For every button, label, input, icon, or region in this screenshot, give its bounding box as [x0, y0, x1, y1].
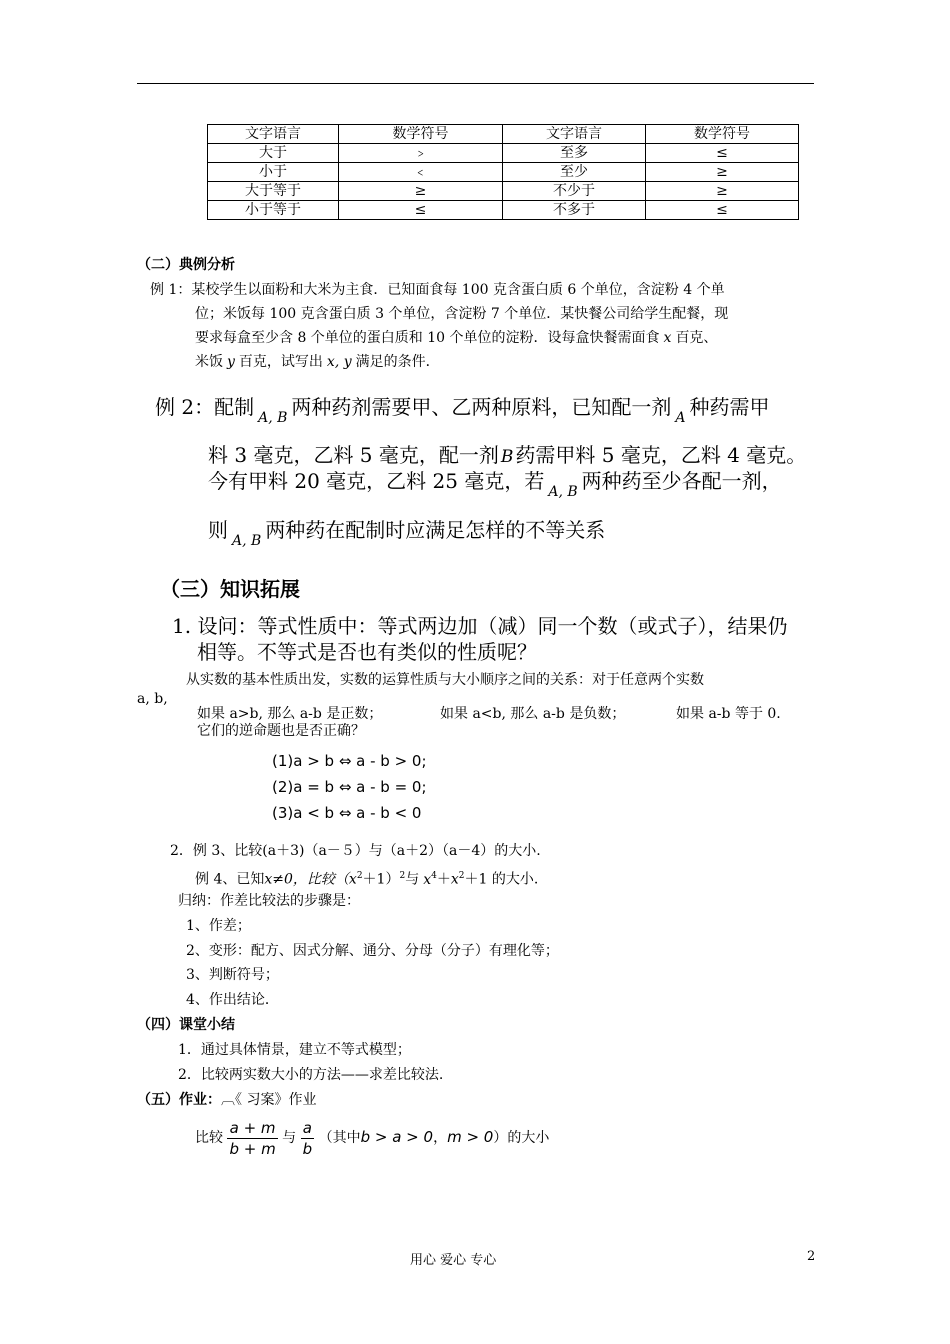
example-1-text: 米饭 [195, 354, 223, 370]
var-ab: A, B [258, 410, 288, 426]
var-y: y [227, 354, 235, 370]
example-1-line-4 [195, 351, 440, 373]
step-2: 2、变形：配方、因式分解、通分、分母（分子）有理化等； [186, 943, 559, 959]
summary-item-1: 1．通过具体情景，建立不等式模型； [178, 1042, 411, 1058]
table-row [208, 144, 799, 163]
formula-2: (2)a = b ⇔ a - b = 0; [272, 778, 427, 796]
table-row [208, 201, 799, 220]
table-cell: ﹥ [339, 144, 503, 163]
table-cell: ≥ [646, 163, 799, 182]
table-cell: 小于 [208, 163, 339, 182]
table-cell: 大于等于 [208, 182, 339, 201]
example-4-text: ＋ [436, 871, 451, 888]
fraction-2-denominator: b [302, 1139, 313, 1158]
example-2-text: 药需甲料 5 毫克，乙料 4 毫克。 [515, 443, 807, 467]
paragraph-line: 从实数的基本性质出发，实数的运算性质与大小顺序之间的关系：对于任意两个实数 [186, 672, 704, 688]
table-row [208, 182, 799, 201]
example-4-text: 例 4、已知 [195, 871, 265, 888]
table-header-cell: 数学符号 [339, 125, 503, 144]
example-2-text: 两种药至少各配一剂， [581, 469, 782, 493]
table-cell: ≤ [646, 144, 799, 163]
example-1-text: 百克、 [675, 330, 718, 346]
paragraph-line: 它们的逆命题也是否正确？ [197, 723, 365, 739]
table-cell: 小于等于 [208, 201, 339, 220]
comparison-text: 比较 [195, 1130, 223, 1146]
table-header-cell: 数学符号 [646, 125, 799, 144]
condition-1: b > a > 0 [360, 1128, 434, 1146]
table-cell: 不少于 [503, 182, 646, 201]
section-5-title: （五）作业： [137, 1092, 221, 1108]
step-1: 1、作差； [186, 918, 251, 934]
example-2-line-4 [208, 515, 605, 548]
table-header-cell: 文字语言 [208, 125, 339, 144]
comparison-text: ， [433, 1130, 448, 1146]
step-3: 3、判断符号； [186, 967, 279, 983]
comparison-text: （其中 [318, 1130, 361, 1146]
table-cell: ≤ [339, 201, 503, 220]
example-4-text: x≠0，比较（ [264, 871, 349, 888]
step-4: 4、作出结论． [186, 992, 279, 1008]
example-4-text: 与 [405, 871, 420, 888]
table-cell: 大于 [208, 144, 339, 163]
var-x: x [348, 871, 357, 888]
section-5-line [137, 1089, 316, 1111]
paragraph-case-1: 如果 a>b, 那么 a-b 是正数； [197, 706, 383, 722]
comparison-text: ）的大小 [493, 1130, 550, 1146]
homework-comparison [195, 1114, 549, 1161]
table-cell: 至多 [503, 144, 646, 163]
example-2-text: 例 2：配制 [155, 395, 255, 419]
page-number: 2 [807, 1249, 816, 1264]
table-cell: 不多于 [503, 201, 646, 220]
homework-text: ︹《 习案》作业 [221, 1092, 317, 1108]
table-cell: ≤ [646, 201, 799, 220]
question-1-line-2: 相等。不等式是否也有类似的性质呢？ [197, 640, 537, 664]
table-cell: ≥ [339, 182, 503, 201]
symbol-table [207, 124, 799, 220]
example-4 [195, 865, 538, 891]
fraction-2 [301, 1118, 315, 1159]
var-xy: x, y [326, 354, 352, 370]
var-x: x [423, 871, 432, 888]
example-2-text: 两种药在配制时应满足怎样的不等关系 [265, 518, 606, 542]
paragraph-line: a, b, [137, 691, 168, 707]
example-1-text: 百克，试写出 [238, 354, 323, 370]
exponent: 2 [399, 871, 406, 881]
section-4-title [137, 1014, 235, 1036]
header-rule [137, 83, 814, 84]
example-4-text: ＋1） [362, 871, 400, 888]
section-3-title: （三）知识拓展 [160, 577, 300, 601]
table-row [208, 163, 799, 182]
table-header-row [208, 125, 799, 144]
example-4-text: ＋1 的大小. [464, 871, 539, 888]
example-2-line-3 [208, 466, 782, 499]
paragraph-case-2: 如果 a<b, 那么 a-b 是负数； [440, 706, 626, 722]
example-1-text: 要求每盒至少含 8 个单位的蛋白质和 10 个单位的淀粉．设每盒快餐需面食 [195, 330, 660, 346]
example-2-text: 种药需甲 [689, 395, 770, 419]
exponent: 2 [458, 871, 465, 881]
example-1-line-1: 例 1：某校学生以面粉和大米为主食．已知面食每 100 克含蛋白质 6 个单位，含淀粉 4 个单 [150, 282, 725, 298]
question-2: 2．例 3、比较(a＋3)（a－５）与（a＋2）（a－4）的大小. [170, 843, 541, 859]
summary-item-2: 2．比较两实数大小的方法——求差比较法. [178, 1067, 444, 1083]
var-b: B [500, 447, 514, 467]
fraction-1-denominator: b + m [229, 1139, 276, 1158]
summary-intro: 归纳：作差比较法的步骤是： [178, 893, 360, 909]
var-a: A [675, 410, 686, 426]
section-2-title: （二）典例分析 [137, 257, 235, 273]
fraction-1-numerator: a + m [227, 1118, 277, 1139]
example-2-text: 两种药剂需要甲、乙两种原料，已知配一剂 [291, 395, 672, 419]
var-x: x [450, 871, 459, 888]
question-1-line-1: 1. 设问：等式性质中：等式两边加（减）同一个数（或式子），结果仍 [172, 614, 788, 638]
fraction-1 [227, 1118, 277, 1159]
example-1-text: 满足的条件． [355, 354, 440, 370]
table-cell: ≥ [646, 182, 799, 201]
example-1-line-2: 位；米饭每 100 克含蛋白质 3 个单位，含淀粉 7 个单位．某快餐公司给学生配餐，现 [195, 306, 729, 322]
example-2-text: 今有甲料 20 毫克，乙料 25 毫克，若 [208, 469, 545, 493]
paragraph-case-3: 如果 a-b 等于 0. [676, 706, 781, 722]
example-2-text: 则 [208, 518, 228, 542]
var-ab: A, B [232, 533, 262, 549]
var-x: x [663, 330, 672, 346]
formula-3: (3)a < b ⇔ a - b < 0 [272, 804, 422, 822]
table-cell: ﹤ [339, 163, 503, 182]
table-cell: 至少 [503, 163, 646, 182]
section-4-title-text: （四）课堂小结 [137, 1017, 235, 1033]
exponent: 4 [431, 871, 437, 881]
example-1-line-3 [195, 327, 717, 349]
condition-2: m > 0 [447, 1128, 494, 1146]
formula-1: (1)a > b ⇔ a - b > 0; [272, 752, 427, 770]
exponent: 2 [356, 871, 363, 881]
comparison-text: 与 [282, 1130, 297, 1146]
table-header-cell: 文字语言 [503, 125, 646, 144]
example-2-line-1 [155, 392, 770, 425]
var-ab: A, B [548, 484, 578, 500]
fraction-2-numerator: a [301, 1118, 315, 1139]
example-2-text: 料 3 毫克，乙料 5 毫克，配一剂 [208, 443, 499, 467]
footer-motto: 用心 爱心 专心 [410, 1253, 497, 1268]
